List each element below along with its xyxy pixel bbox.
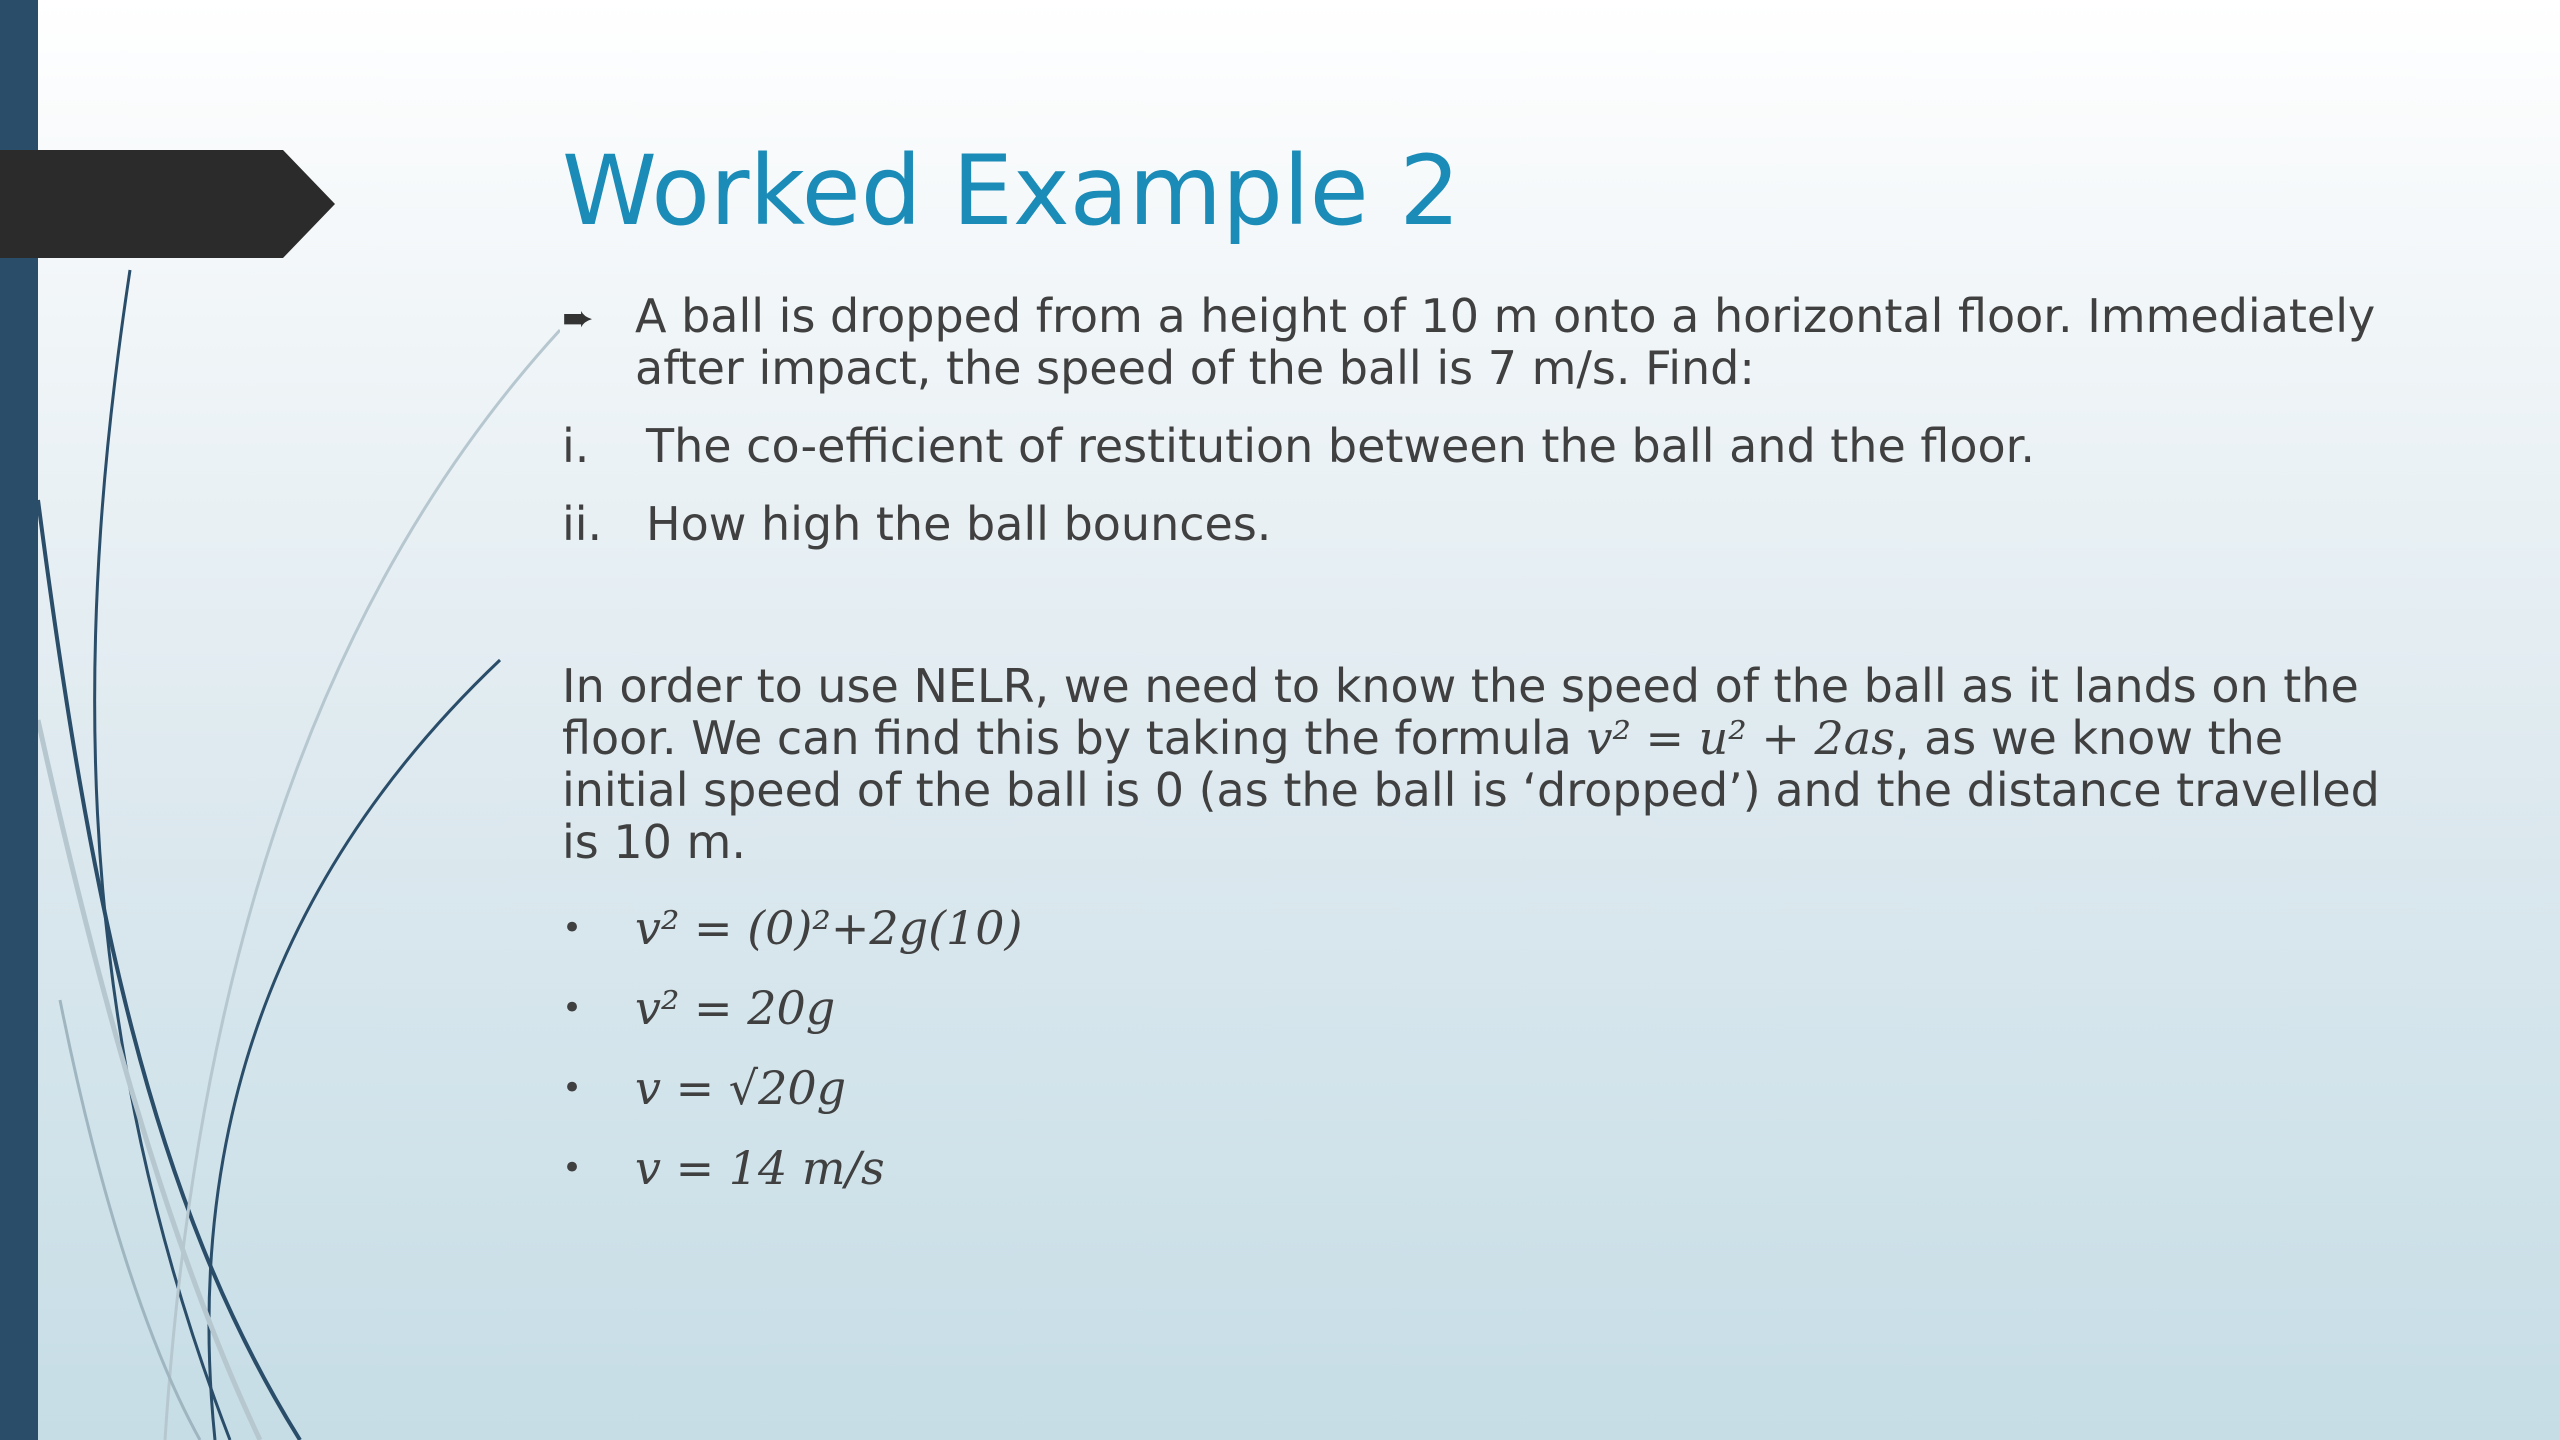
bullet: • [562,908,583,948]
bullet: • [562,1068,583,1108]
part-marker: i. [562,419,590,473]
problem-statement [562,290,2412,394]
bullet: • [562,1148,583,1188]
step-3 [562,1048,2412,1128]
suvat-formula: v² = u² + 2as [1586,711,1895,765]
part-text: The co-efficient of restitution between the ball and the floor. [646,419,2035,473]
part-text: How high the ball bounces. [646,497,1272,551]
slide-title: Worked Example 2 [562,135,1461,247]
working-steps [562,888,2412,1208]
question-part-1 [562,420,2412,472]
step-4 [562,1128,2412,1208]
slide-body [562,290,2412,1208]
explanation-text-end: , as we know the initial speed of the ball is 0 (as the ball is ‘dropped’) and the distance travelled is 10 m. [562,711,2380,869]
step-2 [562,968,2412,1048]
problem-text: A ball is dropped from a height of 10 m onto a horizontal floor. Immediately after impact, the speed of the ball is 7 m/s. Find: [635,289,2376,395]
step-expression: v² = (0)²+2g(10) [635,901,1023,955]
explanation-paragraph [562,660,2412,868]
step-1 [562,888,2412,968]
bullet: • [562,988,583,1028]
arrow-right-icon: ➨ [562,296,594,340]
step-expression: v² = 20g [635,981,836,1035]
title-tab-arrow [0,150,340,258]
step-expression: v = 14 m/s [635,1141,885,1195]
part-marker: ii. [562,497,603,551]
step-expression: v = √20g [635,1061,847,1115]
explanation-text-start: In order to use NELR, we need to know the speed of the ball as it lands on the floor. We can find this by taking the formula [562,659,2359,765]
question-part-2 [562,498,2412,550]
